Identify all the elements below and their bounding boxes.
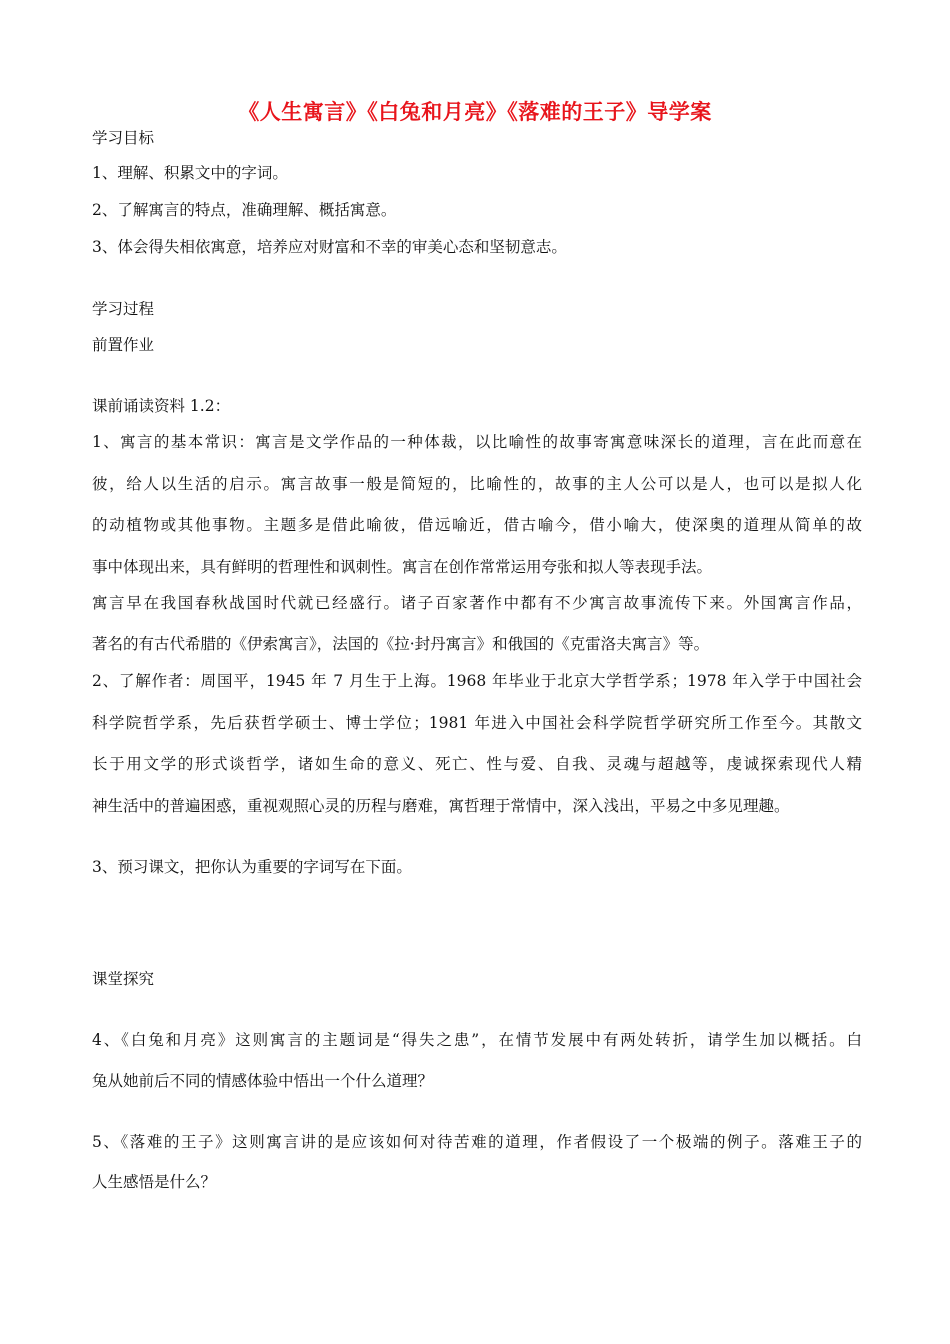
objective-item: 2、了解寓言的特点，准确理解、概括寓意。 xyxy=(92,201,397,219)
paragraph-line: 彼，给人以生活的启示。寓言故事一般是简短的，比喻性的，故事的主人公可以是人，也可以是拟人化 xyxy=(92,475,862,493)
paragraph-line: 科学院哲学系，先后获哲学硕士、博士学位；1981 年进入中国社会科学院哲学研究所工作至今。其散文 xyxy=(92,714,862,732)
question-line: 人生感悟是什么？ xyxy=(92,1173,217,1191)
classroom-heading: 课堂探究 xyxy=(92,970,155,988)
question-line: 5、《落难的王子》这则寓言讲的是应该如何对待苦难的道理，作者假设了一个极端的例子。落难王子的 xyxy=(92,1133,862,1151)
paragraph-line: 事中体现出来，具有鲜明的哲理性和讽刺性。寓言在创作常常运用夸张和拟人等表现手法。 xyxy=(92,558,713,576)
document-title: 《人生寓言》《白兔和月亮》《落难的王子》导学案 xyxy=(238,99,712,124)
objective-item: 3、体会得失相依寓意，培养应对财富和不幸的审美心态和坚韧意志。 xyxy=(92,238,567,256)
paragraph-line: 的动植物或其他事物。主题多是借此喻彼，借远喻近，借古喻今，借小喻大，使深奥的道理从简单的故 xyxy=(92,516,862,534)
reading-label: 课前诵读资料 1.2： xyxy=(92,397,231,415)
preview-task: 3、预习课文，把你认为重要的字词写在下面。 xyxy=(92,858,412,876)
pre-work-heading: 前置作业 xyxy=(92,336,155,354)
paragraph-line: 2、了解作者：周国平，1945 年 7 月生于上海。1968 年毕业于北京大学哲学系；1978 年入学于中国社会 xyxy=(92,672,862,690)
objectives-heading: 学习目标 xyxy=(92,129,155,147)
objective-item: 1、理解、积累文中的字词。 xyxy=(92,164,288,182)
paragraph-line: 1、寓言的基本常识：寓言是文学作品的一种体裁，以比喻性的故事寄寓意味深长的道理，言在此而意在 xyxy=(92,433,862,451)
process-heading: 学习过程 xyxy=(92,300,155,318)
paragraph-line: 寓言早在我国春秋战国时代就已经盛行。诸子百家著作中都有不少寓言故事流传下来。外国寓言作品， xyxy=(92,594,862,612)
paragraph-line: 神生活中的普遍困惑，重视观照心灵的历程与磨难，寓哲理于常情中，深入浅出，平易之中多见理趣。 xyxy=(92,797,790,815)
paragraph-line: 著名的有古代希腊的《伊索寓言》，法国的《拉·封丹寓言》和俄国的《克雷洛夫寓言》等。 xyxy=(92,635,710,653)
question-line: 兔从她前后不同的情感体验中悟出一个什么道理？ xyxy=(92,1072,434,1090)
paragraph-line: 长于用文学的形式谈哲学，诸如生命的意义、死亡、性与爱、自我、灵魂与超越等，虔诚探索现代人精 xyxy=(92,755,862,773)
question-line: 4、《白兔和月亮》这则寓言的主题词是“得失之患”，在情节发展中有两处转折，请学生加以概括。白 xyxy=(92,1031,862,1049)
